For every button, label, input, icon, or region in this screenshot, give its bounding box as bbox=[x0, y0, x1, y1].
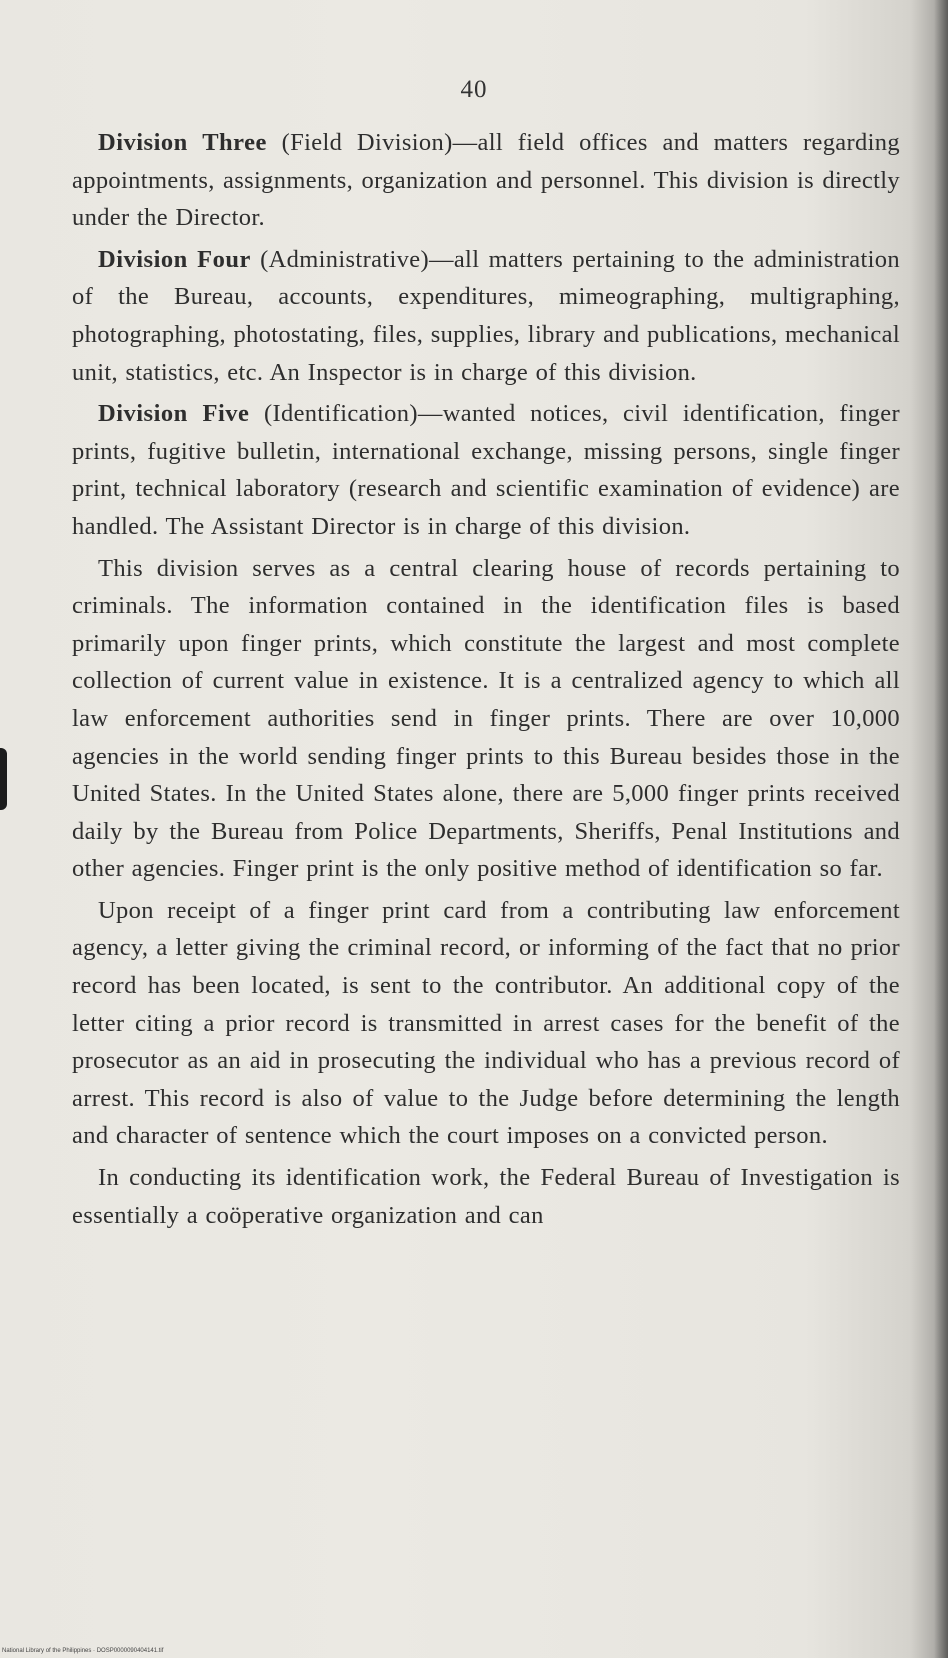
body-text bbox=[72, 124, 900, 1234]
cooperative-text: In conducting its identification work, the Federal Bureau of Investigation is essentially a coöperative organization and can bbox=[72, 1164, 900, 1229]
division-five-heading: Division Five bbox=[98, 400, 250, 428]
division-four-text: (Administrative)—all matters pertaining to the administration of the Bureau, accounts, expenditures, mimeographing, multigraphing, photographing, photostating, files, supplies, library and publications, mechanical unit, statistics, etc. An Inspector is in charge of this division. bbox=[72, 245, 900, 386]
paragraph-division-three bbox=[72, 124, 900, 237]
page-edge-shadow bbox=[934, 0, 948, 1658]
scan-footer-note: National Library of the Philippines · DOSP0000090404141.tif bbox=[2, 1648, 164, 1654]
page-number: 40 bbox=[460, 76, 488, 103]
paragraph-clearing-house bbox=[72, 550, 900, 888]
paragraph-cooperative bbox=[72, 1159, 900, 1234]
finger-print-card-text: Upon receipt of a finger print card from a contributing law enforcement agency, a letter giving the criminal record, or informing of the fact that no prior record has been located, is sent to the contributor. An additional copy of the letter citing a prior record is transmitted in arrest cases for the benefit of the prosecutor as an aid in prosecuting the individual who has a previous record of arrest. This record is also of value to the Judge before determining the length and character of sentence which the court imposes on a convicted person. bbox=[72, 896, 900, 1150]
division-five-text: (Identification)—wanted notices, civil identification, finger prints, fugitive bulletin, international exchange, missing persons, single finger print, technical laboratory (research and scientific examination of evidence) are handled. The Assistant Director is in charge of this division. bbox=[72, 400, 900, 540]
paragraph-finger-print-card bbox=[72, 892, 900, 1155]
division-four-heading: Division Four bbox=[98, 245, 251, 273]
division-three-heading: Division Three bbox=[98, 129, 267, 156]
clearing-house-text: This division serves as a central clearing house of records pertaining to criminals. The information contained in the identification files is based primarily upon finger prints, which constitute the largest and most complete collection of current value in existence. It is a centralized agency to which all law enforcement authorities send in finger prints. There are over 10,000 agencies in the world sending finger prints to this Bureau besides those in the United States. In the United States alone, there are 5,000 finger prints received daily by the Bureau from Police Departments, Sheriffs, Penal Institutions and other agencies. Finger print is the only positive method of identification so far. bbox=[72, 554, 900, 883]
division-three-text: (Field Division)—all field offices and matters regarding appointments, assignments, organization and personnel. This division is directly under the Director. bbox=[72, 129, 900, 232]
paragraph-division-five bbox=[72, 395, 900, 545]
binding-mark bbox=[0, 748, 7, 810]
paragraph-division-four bbox=[72, 241, 900, 391]
